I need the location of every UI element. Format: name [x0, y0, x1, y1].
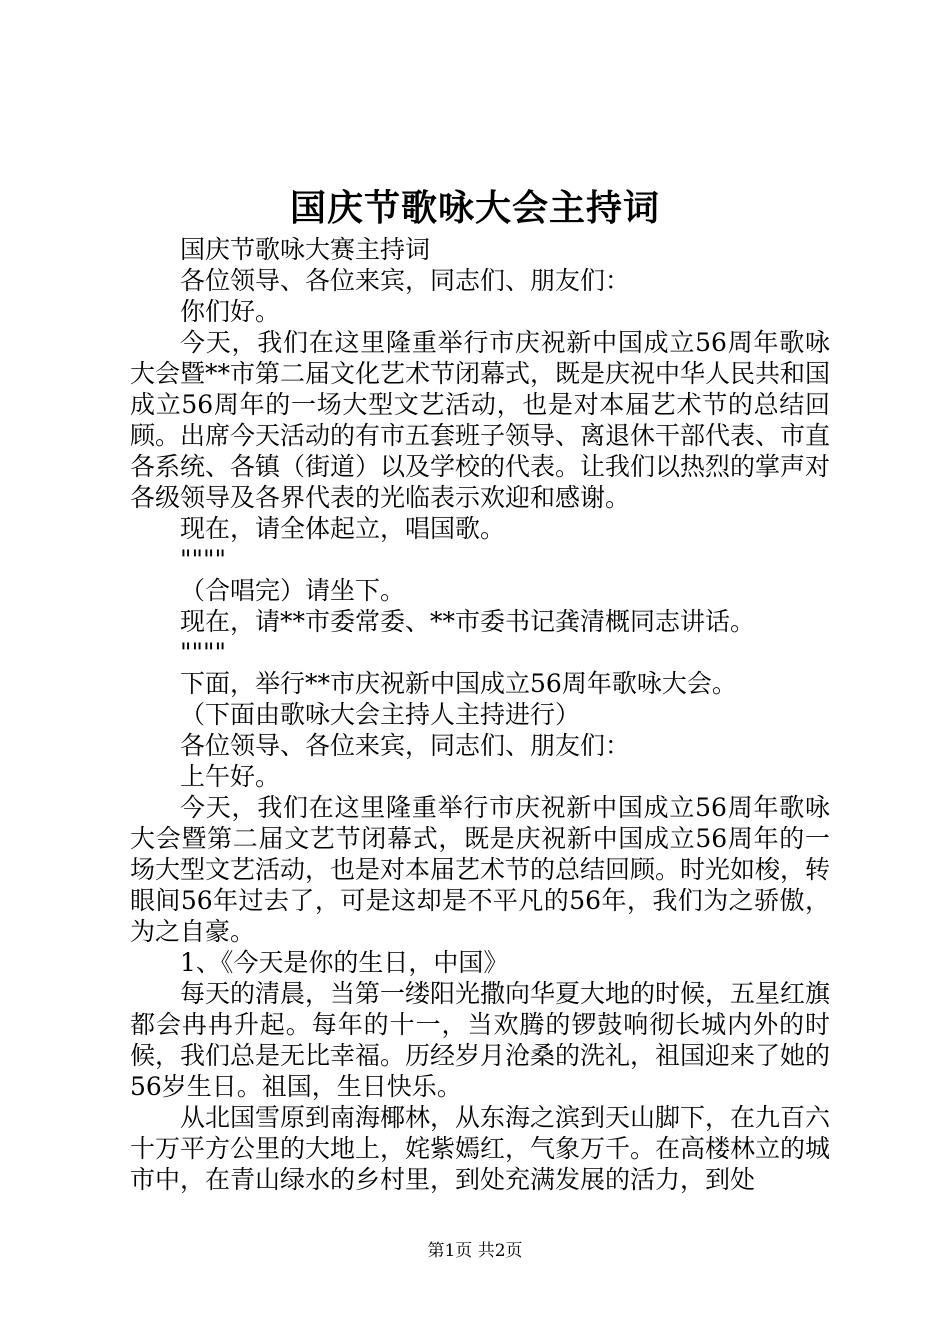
document-title: 国庆节歌咏大会主持词	[289, 187, 660, 229]
paragraph: （下面由歌咏大会主持人主持进行）	[180, 700, 581, 729]
paragraph: （合唱完）请坐下。	[180, 576, 406, 605]
paragraph: 现在，请**市委常委、**市委书记龚清概同志讲话。	[180, 607, 756, 636]
paragraph: 从北国雪原到南海椰林，从东海之滨到天山脚下，在九百六十万平方公里的大地上，姹紫嫣红，气象万千。在高楼林立的城市中，在青山绿水的乡村里，到处充满发展的活力，到处	[130, 1103, 831, 1194]
paragraph: 今天，我们在这里隆重举行市庆祝新中国成立56周年歌咏大会暨**市第二届文化艺术节闭幕式，既是庆祝中华人民共和国成立56周年的一场大型文艺活动，也是对本届艺术节的总结回顾。出席今天活动的有市五套班子领导、离退休干部代表、市直各系统、各镇（街道）以及学校的代表。让我们以热烈的掌声对各级领导及各界代表的光临表示欢迎和感谢。	[130, 328, 831, 512]
page-footer: 第1页 共2页	[427, 1241, 523, 1261]
paragraph: 今天，我们在这里隆重举行市庆祝新中国成立56周年歌咏大会暨第二届文艺节闭幕式，既是庆祝新中国成立56周年的一场大型文艺活动，也是对本届艺术节的总结回顾。时光如梭，转眼间56年过去了，可是这却是不平凡的56年，我们为之骄傲，为之自豪。	[130, 793, 831, 946]
paragraph: """"	[180, 638, 226, 667]
document-body	[130, 234, 830, 1195]
paragraph: 各位领导、各位来宾，同志们、朋友们：	[180, 731, 631, 760]
paragraph: 你们好。	[180, 297, 281, 326]
paragraph: 下面，举行**市庆祝新中国成立56周年歌咏大会。	[180, 669, 737, 698]
paragraph: 现在，请全体起立，唱国歌。	[180, 514, 506, 543]
paragraph: 上午好。	[180, 762, 281, 791]
paragraph: """"	[180, 545, 226, 574]
paragraph: 1、《今天是你的生日，中国》	[180, 948, 509, 977]
paragraph: 各位领导、各位来宾，同志们、朋友们：	[180, 266, 631, 295]
paragraph: 国庆节歌咏大赛主持词	[180, 235, 431, 264]
paragraph: 每天的清晨，当第一缕阳光撒向华夏大地的时候，五星红旗都会冉冉升起。每年的十一，当欢腾的锣鼓响彻长城内外的时候，我们总是无比幸福。历经岁月沧桑的洗礼，祖国迎来了她的56岁生日。祖国，生日快乐。	[130, 979, 831, 1101]
